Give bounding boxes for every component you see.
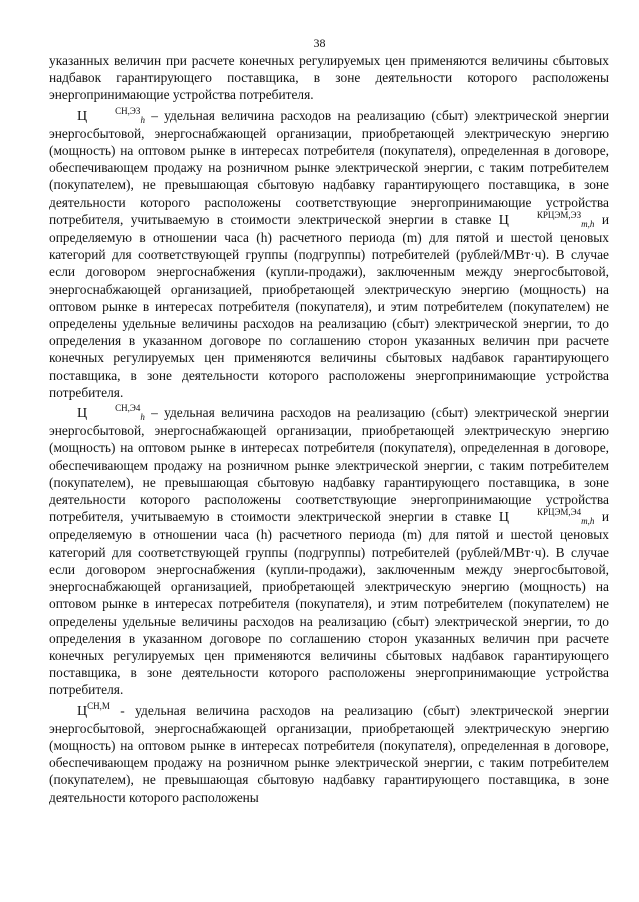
paragraph-ch-e3 bbox=[49, 107, 609, 401]
symbol-ch-sn-e4: Ц $^{СН,Э4}_h$ bbox=[77, 403, 145, 423]
paragraph-ch-m bbox=[49, 702, 609, 806]
paragraph-text-a: - удельная величина расходов на реализацию (сбыт) электрической энергии энергосбытовой, энергоснабжающей организации, приобретающей электрическую энергию (мощность) на оптовом рынке в интересах потребителя (покупателя), определенная в договоре, обеспечивающем продажу на розничном рынке электрической энергии, с таким потребителем (покупателем), не превышающая сбытовую надбавку гарантирующего поставщика, в зоне деятельности которого расположены bbox=[49, 702, 609, 805]
page-number: 38 bbox=[313, 36, 326, 50]
paragraph-continuation bbox=[49, 52, 609, 104]
paragraph-text-a: – удельная величина расходов на реализацию (сбыт) электрической энергии энергосбытовой, энергоснабжающей организации, приобретающей электрическую энергию (мощность) на оптовом рынке в интересах потребителя (покупателя), определенная в договоре, обеспечивающем продажу на розничном рынке электрической энергии, с таким потребителем (покупателем), не превышающая сбытовую надбавку гарантирующего поставщика, в зоне деятельности которого расположены соответствующие энергопринимающие устройства потребителя, учитываемую в стоимости электрической энергии в ставке bbox=[49, 107, 609, 227]
paragraph-text-b: и определяемую в отношении часа (h) расчетного периода (m) для пятой и шестой ценовых категорий для соответствующей группы (подгруппы) потребителей (рублей/МВт·ч). В случае если договором энергоснабжения (купли-продажи), заключенным между энергосбытовой, энергоснабжающей организацией, приобретающей электрическую энергию (мощность) на оптовом рынке в интересах потребителя (покупателя), и этим потребителем (покупателем) не определены удельные величины расходов на реализацию (сбыт) электрической энергии, то до определения в указанном договоре по соглашению сторон указанных величин при расчете конечных регулируемых цен применяются величины сбытовых надбавок гарантирующего поставщика, в зоне деятельности которого расположены энергопринимающие устройства потребителя. bbox=[49, 509, 609, 698]
paragraph-text-b: и определяемую в отношении часа (h) расчетного периода (m) для пятой и шестой ценовых категорий для соответствующей группы (подгруппы) потребителей (рублей/МВт·ч). В случае если договором энергоснабжения (купли-продажи), заключенным между энергосбытовой, энергоснабжающей организацией, приобретающей электрическую энергию (мощность) на оптовом рынке в интересах потребителя (покупателя), и этим потребителем (покупателем) не определены удельные величины расходов на реализацию (сбыт) электрической энергии, то до определения в указанном договоре по соглашению сторон указанных величин при расчете конечных регулируемых цен применяются величины сбытовых надбавок гарантирующего поставщика, в зоне деятельности которого расположены энергопринимающие устройства потребителя. bbox=[49, 211, 609, 400]
symbol-ch-sn-e3: Ц $^{СН,ЭЗ}_h$ bbox=[77, 105, 145, 125]
symbol-ch-sn-m: $Ц^{СН,М}$ bbox=[77, 700, 110, 719]
paragraph-text-a: – удельная величина расходов на реализацию (сбыт) электрической энергии энергосбытовой, энергоснабжающей организации, приобретающей электрическую энергию (мощность) на оптовом рынке в интересах потребителя (покупателя), определенная в договоре, обеспечивающем продажу на розничном рынке электрической энергии, с таким потребителем (покупателем), не превышающая сбытовую надбавку гарантирующего поставщика, в зоне деятельности которого расположены соответствующие энергопринимающие устройства потребителя, учитываемую в стоимости электрической энергии в ставке bbox=[49, 405, 609, 525]
paragraph-ch-e4 bbox=[49, 404, 609, 698]
symbol-ch-krcem-e3: Ц $^{КРЦЭМ,ЭЗ}_{m,h}$ bbox=[498, 209, 595, 229]
document-body bbox=[49, 52, 609, 806]
symbol-ch-krcem-e4: Ц $^{КРЦЭМ,Э4}_{m,h}$ bbox=[498, 507, 595, 527]
paragraph-text: указанных величин при расчете конечных регулируемых цен применяются величины сбытовых надбавок гарантирующего поставщика, в зоне деятельности которого расположены энергопринимающие устройства потребителя. bbox=[49, 53, 609, 103]
